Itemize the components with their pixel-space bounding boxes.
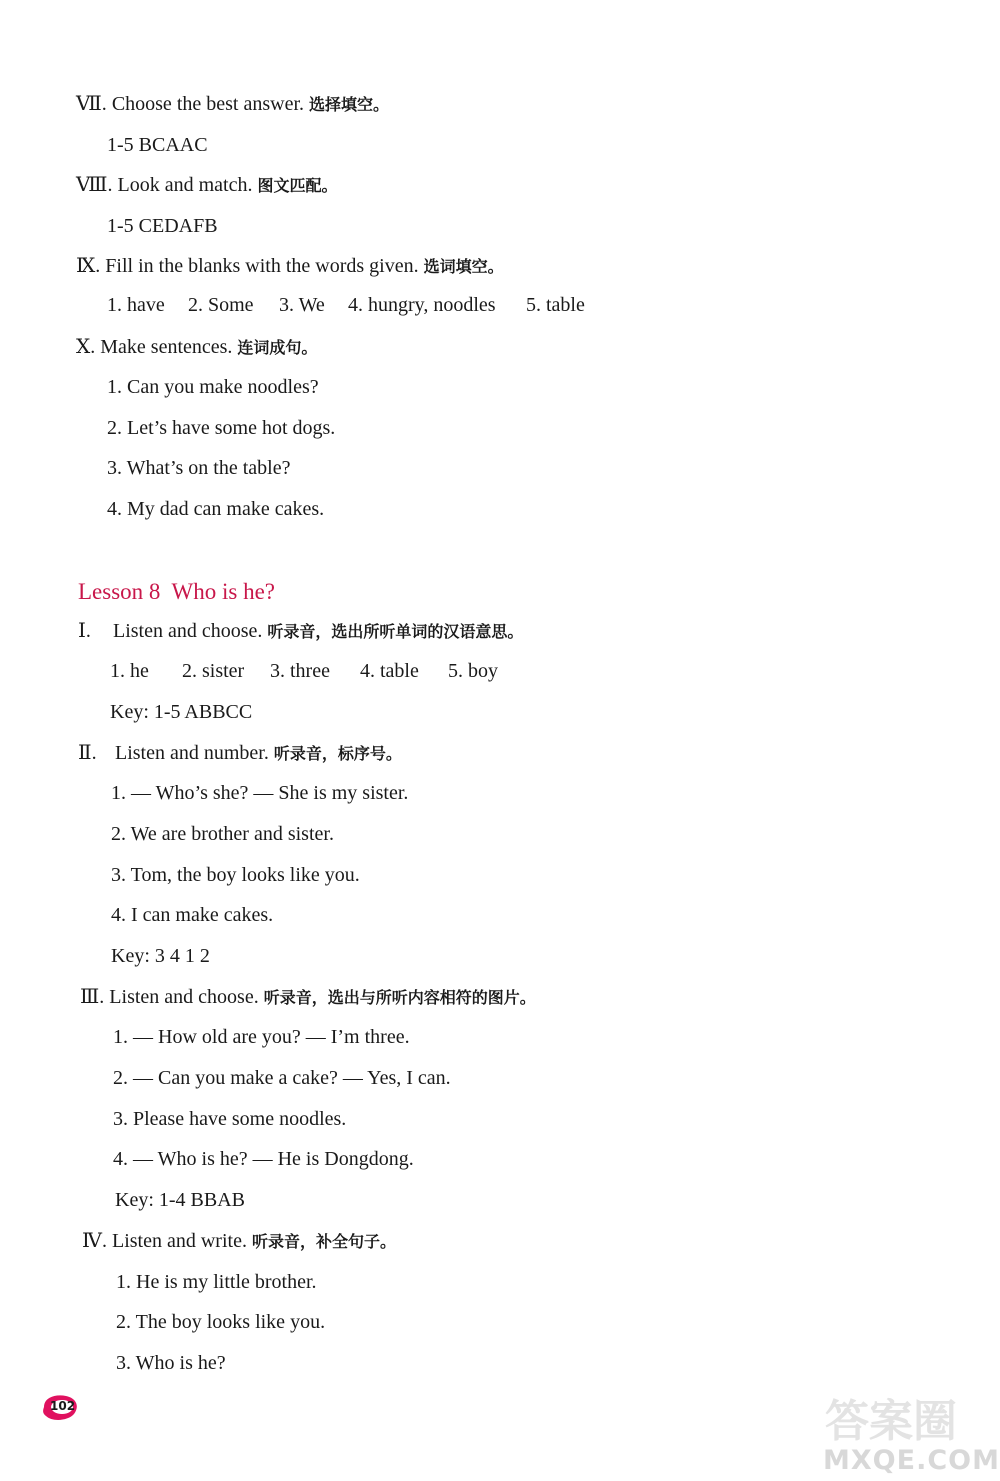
answer-key: Key: 1-4 BBAB <box>115 1189 245 1211</box>
section-heading: Ⅳ. Listen and write. 听录音，补全句子。 <box>82 1230 396 1252</box>
answer-line: 1. He is my little brother. <box>116 1271 317 1293</box>
answer-line: 2. — Can you make a cake? — Yes, I can. <box>113 1067 451 1089</box>
section-heading: Ⅲ. Listen and choose. 听录音，选出与所听内容相符的图片。 <box>80 986 536 1008</box>
answer-line: 1-5 BCAAC <box>107 134 208 156</box>
answer-line: 3. Tom, the boy looks like you. <box>111 864 360 886</box>
answer-line: 1-5 CEDAFB <box>107 215 218 237</box>
section-heading: Ⅸ. Fill in the blanks with the words given. 选词填空。 <box>76 255 504 277</box>
answer-line: 4. — Who is he? — He is Dongdong. <box>113 1148 414 1170</box>
answer-key: Key: 1-5 ABBCC <box>110 701 253 723</box>
answer-line-inline: 1. he 2. sister 3. three 4. table 5. boy <box>110 660 498 682</box>
answer-line: 1. Can you make noodles? <box>107 376 319 398</box>
answer-line: 2. The boy looks like you. <box>116 1311 326 1333</box>
section-heading: Ⅱ. Listen and number. 听录音，标序号。 <box>78 742 402 764</box>
watermark-logo: 答案圈 <box>825 1396 957 1447</box>
lesson-heading: Lesson 8 Who is he? <box>78 579 275 604</box>
answer-line: 4. My dad can make cakes. <box>107 498 325 520</box>
answer-line: 1. — How old are you? — I’m three. <box>113 1026 410 1048</box>
answer-line: 3. Who is he? <box>116 1352 226 1374</box>
answer-line: 2. Let’s have some hot dogs. <box>107 417 336 439</box>
answer-line: 2. We are brother and sister. <box>111 823 334 845</box>
section-heading: Ⅹ. Make sentences. 连词成句。 <box>76 336 318 358</box>
section-heading: Ⅰ. Listen and choose. 听录音，选出所听单词的汉语意思。 <box>78 620 524 642</box>
answer-line: 3. What’s on the table? <box>107 457 291 479</box>
section-heading: Ⅶ. Choose the best answer. 选择填空。 <box>76 93 390 115</box>
answer-key: Key: 3 4 1 2 <box>111 945 210 967</box>
answer-line-inline: 1. have 2. Some 3. We 4. hungry, noodles 5. table <box>107 294 585 316</box>
page-number-badge: 102 <box>40 1392 82 1422</box>
watermark-url: MXQE.COM <box>823 1445 1000 1476</box>
answer-line: 1. — Who’s she? — She is my sister. <box>111 782 409 804</box>
watermark <box>815 1385 1000 1477</box>
answer-line: 3. Please have some noodles. <box>113 1108 347 1130</box>
section-heading: Ⅷ. Look and match. 图文匹配。 <box>76 174 338 196</box>
answer-line: 4. I can make cakes. <box>111 904 274 926</box>
